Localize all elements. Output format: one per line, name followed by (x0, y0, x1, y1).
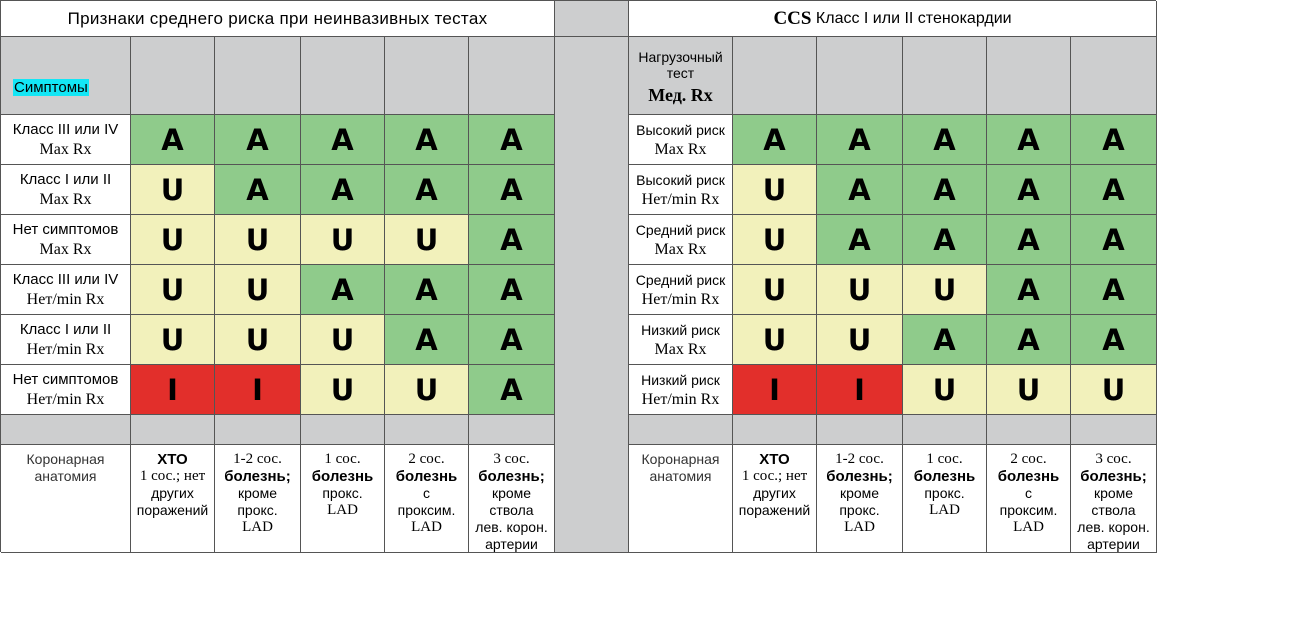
right-anatomy-col (733, 445, 817, 553)
right-rating-cell (903, 165, 987, 215)
left-rating-cell (131, 115, 215, 165)
rating-letter: A (1102, 222, 1125, 257)
anatomy-line: 2 сос. (1010, 451, 1047, 467)
anatomy-line: LAD (411, 519, 442, 535)
right-rating-cell (1071, 365, 1157, 415)
right-row-label-line1: Низкий риск (641, 321, 720, 338)
left-rating-cell (301, 215, 385, 265)
rating-letter: A (848, 172, 871, 207)
left-rating-cell (469, 215, 555, 265)
left-row-label (1, 315, 131, 365)
rating-letter: U (847, 272, 872, 307)
left-rating-cell (215, 165, 301, 215)
rating-letter: A (500, 272, 523, 307)
rating-letter: A (500, 122, 523, 157)
anatomy-line: поражений (136, 502, 209, 518)
right-spacer-cell (987, 415, 1071, 445)
symptoms-label: Симптомы (14, 79, 88, 96)
anatomy-line: лев. корон. (475, 519, 548, 535)
right-anatomy-col (903, 445, 987, 553)
rating-letter: A (500, 322, 523, 357)
rating-letter: U (160, 222, 185, 257)
left-rating-cell (385, 215, 469, 265)
right-row-label-line2: Нет/min Rx (641, 390, 720, 408)
left-row-label-line1: Класс I или II (19, 170, 112, 188)
anatomy-line: LAD (844, 519, 875, 535)
anatomy-line: кроме (237, 485, 278, 501)
anatomy-line: кроме (839, 485, 880, 501)
left-table-title (1, 1, 555, 37)
right-rating-cell (1071, 115, 1157, 165)
anatomy-line: LAD (242, 519, 273, 535)
left-rating-cell (131, 365, 215, 415)
anatomy-line: прокс. (839, 502, 880, 518)
rating-letter: U (762, 272, 787, 307)
right-row-label (629, 365, 733, 415)
rating-letter: U (847, 322, 872, 357)
left-anatomy-col (301, 445, 385, 553)
left-rating-cell (215, 215, 301, 265)
left-header-col-1 (131, 37, 215, 115)
right-rating-cell (733, 365, 817, 415)
right-row-label-line2: Max Rx (654, 140, 707, 158)
right-rating-cell (817, 265, 903, 315)
anatomy-line: прокс. (237, 502, 278, 518)
anatomy-line: 1 сос.; нет (741, 468, 808, 484)
rating-letter: A (1017, 272, 1040, 307)
left-row-label (1, 165, 131, 215)
anatomy-line: 1 сос.; нет (139, 468, 206, 484)
left-row-label-line1: Класс III или IV (12, 270, 119, 288)
rating-letter: A (933, 222, 956, 257)
left-rating-cell (301, 165, 385, 215)
anatomy-line: 3 сос. (493, 451, 530, 467)
med-rx-label-right: Мед. Rx (648, 84, 713, 105)
anatomy-line: болезнь (913, 468, 976, 485)
rating-letter: U (330, 222, 355, 257)
right-rating-cell (733, 115, 817, 165)
rating-letter: U (414, 222, 439, 257)
rating-letter: A (246, 122, 269, 157)
right-row-label (629, 165, 733, 215)
left-rating-cell (469, 315, 555, 365)
left-header-col-4 (385, 37, 469, 115)
right-rating-cell (817, 215, 903, 265)
anatomy-line: болезнь (311, 468, 374, 485)
anatomy-line: болезнь (395, 468, 458, 485)
rating-letter: A (415, 322, 438, 357)
rating-letter: U (414, 372, 439, 407)
left-anatomy-col (469, 445, 555, 553)
anatomy-line: с (1025, 485, 1032, 501)
anatomy-line: болезнь; (224, 468, 291, 485)
anatomy-line: кроме (1093, 485, 1134, 501)
left-row-label-line2: Max Rx (39, 240, 92, 258)
left-rating-cell (131, 315, 215, 365)
left-row-label-line1: Класс I или II (19, 320, 112, 338)
rating-letter: U (245, 222, 270, 257)
right-spacer-cell (903, 415, 987, 445)
right-header-col-1 (733, 37, 817, 115)
rating-letter: U (160, 272, 185, 307)
rating-letter: U (330, 372, 355, 407)
right-rating-cell (733, 165, 817, 215)
left-anatomy-label (1, 445, 131, 553)
anatomy-line: других (151, 485, 194, 501)
left-spacer-cell (215, 415, 301, 445)
rating-letter: U (160, 322, 185, 357)
left-rating-cell (469, 365, 555, 415)
rating-letter: A (848, 122, 871, 157)
left-rating-cell (385, 165, 469, 215)
right-row-label-line1: Средний риск (635, 271, 726, 288)
anatomy-line: 1 сос. (324, 451, 361, 467)
left-rating-cell (215, 315, 301, 365)
right-row-label-line1: Высокий риск (636, 171, 725, 188)
left-row-label-line2: Нет/min Rx (26, 340, 105, 358)
rating-letter: A (331, 172, 354, 207)
left-row-label-line2: Max Rx (39, 190, 92, 208)
right-header-col-2 (817, 37, 903, 115)
rating-letter: A (763, 122, 786, 157)
left-spacer-cell (385, 415, 469, 445)
right-rating-cell (903, 265, 987, 315)
right-rating-cell (903, 115, 987, 165)
left-rating-cell (215, 265, 301, 315)
left-rating-cell (131, 165, 215, 215)
anatomy-label-text: Коронарная анатомия (641, 451, 720, 484)
right-spacer-cell (817, 415, 903, 445)
right-spacer-cell (1071, 415, 1157, 445)
right-rating-cell (987, 315, 1071, 365)
anatomy-line: артерии (485, 536, 538, 552)
right-table-title (629, 1, 1157, 37)
left-rating-cell (385, 315, 469, 365)
rating-letter: U (762, 322, 787, 357)
rating-letter: A (415, 272, 438, 307)
left-row-label-line2: Нет/min Rx (26, 390, 105, 408)
right-row-label-line2: Max Rx (654, 340, 707, 358)
anatomy-line: лев. корон. (1077, 519, 1150, 535)
anatomy-line: поражений (738, 502, 811, 518)
left-rating-cell (301, 365, 385, 415)
rating-letter: U (245, 272, 270, 307)
left-rating-cell (215, 115, 301, 165)
left-row-label (1, 365, 131, 415)
left-rating-cell (215, 365, 301, 415)
right-rating-cell (903, 365, 987, 415)
anatomy-line: прокс. (322, 485, 363, 501)
anatomy-line: других (753, 485, 796, 501)
rating-letter: A (848, 222, 871, 257)
anatomy-line: ствола (1091, 502, 1136, 518)
left-row-label-line2: Max Rx (39, 140, 92, 158)
right-rating-cell (733, 215, 817, 265)
right-header-col-4 (987, 37, 1071, 115)
separator-column (555, 37, 629, 553)
right-rating-cell (987, 215, 1071, 265)
left-rating-cell (301, 265, 385, 315)
rating-letter: A (500, 372, 523, 407)
right-table-title-text: Класс I или II стенокардии (815, 9, 1012, 27)
anatomy-line: болезнь; (1080, 468, 1147, 485)
rating-letter: U (160, 172, 185, 207)
right-row-label-line2: Нет/min Rx (641, 190, 720, 208)
rating-letter: A (1017, 322, 1040, 357)
rating-letter: A (500, 172, 523, 207)
rating-letter: A (1102, 272, 1125, 307)
rating-letter: A (1017, 172, 1040, 207)
left-spacer-cell (301, 415, 385, 445)
left-spacer-label (1, 415, 131, 445)
left-row-label-line1: Класс III или IV (12, 120, 119, 138)
right-rating-cell (1071, 265, 1157, 315)
rating-letter: A (415, 172, 438, 207)
anatomy-line: 1-2 сос. (233, 451, 282, 467)
anatomy-line: 3 сос. (1095, 451, 1132, 467)
left-rating-cell (469, 115, 555, 165)
left-row-label (1, 115, 131, 165)
anatomy-line: болезнь; (478, 468, 545, 485)
left-rating-cell (385, 365, 469, 415)
anatomy-label-text: Коронарная анатомия (26, 451, 105, 484)
right-row-label (629, 315, 733, 365)
left-rating-cell (385, 265, 469, 315)
right-row-label (629, 215, 733, 265)
right-rating-cell (817, 365, 903, 415)
left-rating-cell (469, 165, 555, 215)
right-rating-cell (1071, 215, 1157, 265)
right-rating-cell (733, 265, 817, 315)
anatomy-line: прокс. (924, 485, 965, 501)
right-rating-cell (987, 265, 1071, 315)
separator-cell (555, 1, 629, 37)
rating-letter: U (932, 272, 957, 307)
left-rating-cell (469, 265, 555, 315)
right-rating-cell (733, 315, 817, 365)
left-row-label-line2: Нет/min Rx (26, 290, 105, 308)
left-header-col-3 (301, 37, 385, 115)
rating-letter: A (161, 122, 184, 157)
rating-letter: U (1101, 372, 1126, 407)
anatomy-line: LAD (1013, 519, 1044, 535)
rating-letter: A (1017, 122, 1040, 157)
right-anatomy-col (987, 445, 1071, 553)
left-row-label (1, 215, 131, 265)
right-rating-cell (903, 215, 987, 265)
right-rating-cell (903, 315, 987, 365)
rating-letter: U (762, 172, 787, 207)
anatomy-line: ствола (489, 502, 534, 518)
rating-letter: I (769, 372, 780, 407)
rating-letter: U (330, 322, 355, 357)
left-row-label-line1: Нет симптомов (12, 220, 119, 238)
right-row-label-line2: Нет/min Rx (641, 290, 720, 308)
right-row-label-line1: Высокий риск (636, 121, 725, 138)
anatomy-line: 2 сос. (408, 451, 445, 467)
anatomy-line: с (423, 485, 430, 501)
left-rating-cell (131, 265, 215, 315)
anatomy-line: болезнь (997, 468, 1060, 485)
anatomy-line: артерии (1087, 536, 1140, 552)
rating-letter: A (1102, 122, 1125, 157)
right-rating-cell (817, 315, 903, 365)
right-rating-cell (1071, 165, 1157, 215)
right-rating-cell (987, 165, 1071, 215)
right-spacer-cell (733, 415, 817, 445)
anatomy-line: проксим. (999, 502, 1058, 518)
right-header-col-3 (903, 37, 987, 115)
left-anatomy-col (131, 445, 215, 553)
right-rating-cell (817, 115, 903, 165)
left-spacer-cell (469, 415, 555, 445)
left-row-label (1, 265, 131, 315)
rating-letter: U (762, 222, 787, 257)
right-anatomy-label (629, 445, 733, 553)
right-rating-cell (987, 115, 1071, 165)
rating-letter: I (854, 372, 865, 407)
rating-letter: A (246, 172, 269, 207)
right-row-label (629, 265, 733, 315)
rating-letter: A (331, 272, 354, 307)
rating-letter: A (1102, 172, 1125, 207)
anatomy-line: ХТО (157, 451, 188, 468)
rating-letter: A (1102, 322, 1125, 357)
left-header-cell (1, 37, 131, 115)
rating-letter: I (252, 372, 263, 407)
rating-letter: A (933, 122, 956, 157)
left-rating-cell (301, 115, 385, 165)
rating-letter: A (933, 322, 956, 357)
anatomy-line: 1-2 сос. (835, 451, 884, 467)
left-spacer-cell (131, 415, 215, 445)
rating-letter: A (1017, 222, 1040, 257)
anatomy-line: ХТО (759, 451, 790, 468)
rating-letter: A (415, 122, 438, 157)
rating-letter: U (932, 372, 957, 407)
right-rating-cell (817, 165, 903, 215)
anatomy-line: 1 сос. (926, 451, 963, 467)
rating-letter: A (500, 222, 523, 257)
right-header-cell (629, 37, 733, 115)
right-anatomy-col (817, 445, 903, 553)
left-anatomy-col (385, 445, 469, 553)
left-rating-cell (385, 115, 469, 165)
right-row-label-line2: Max Rx (654, 240, 707, 258)
anatomy-line: болезнь; (826, 468, 893, 485)
anatomy-line: LAD (327, 502, 358, 518)
rating-letter: A (331, 122, 354, 157)
left-row-label-line1: Нет симптомов (12, 370, 119, 388)
rating-letter: I (167, 372, 178, 407)
ccs-label: CCS (773, 7, 812, 29)
right-header-col-5 (1071, 37, 1157, 115)
rating-letter: A (933, 172, 956, 207)
left-rating-cell (131, 215, 215, 265)
left-header-col-2 (215, 37, 301, 115)
right-rating-cell (1071, 315, 1157, 365)
left-table-title-text: Признаки среднего риска при неинвазивных тестах (67, 8, 488, 28)
left-rating-cell (301, 315, 385, 365)
right-row-label (629, 115, 733, 165)
anatomy-line: кроме (491, 485, 532, 501)
right-row-label-line1: Низкий риск (641, 371, 720, 388)
anatomy-line: LAD (929, 502, 960, 518)
right-spacer-label (629, 415, 733, 445)
stress-test-label: Нагрузочный тест (638, 48, 723, 81)
right-rating-cell (987, 365, 1071, 415)
left-header-col-5 (469, 37, 555, 115)
rating-letter: U (245, 322, 270, 357)
anatomy-line: проксим. (397, 502, 456, 518)
left-anatomy-col (215, 445, 301, 553)
right-anatomy-col (1071, 445, 1157, 553)
right-row-label-line1: Средний риск (635, 221, 726, 238)
rating-letter: U (1016, 372, 1041, 407)
